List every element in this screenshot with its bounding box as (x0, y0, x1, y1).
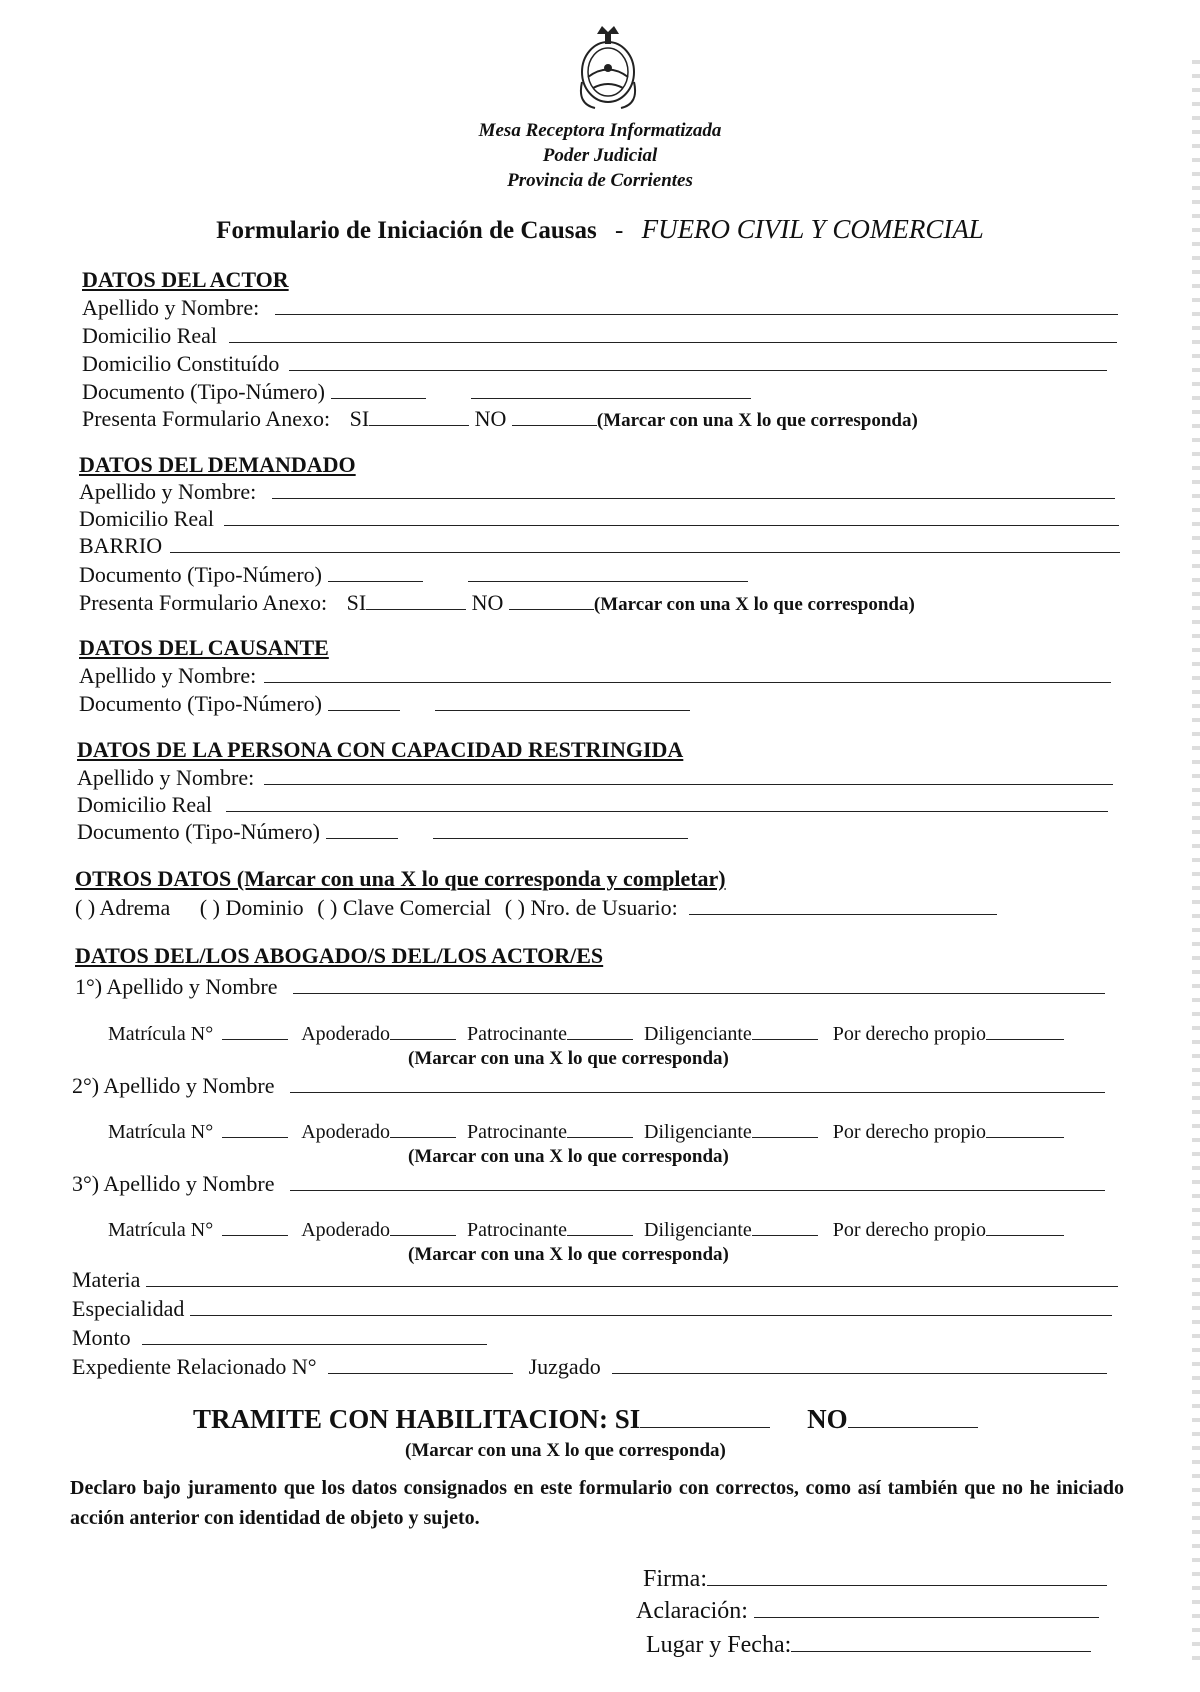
juzgado-line[interactable] (612, 1373, 1107, 1374)
lugar-fecha-field (646, 1632, 1091, 1659)
section-heading-abogados: DATOS DEL/LOS ABOGADO/S DEL/LOS ACTOR/ES (75, 943, 604, 968)
actor-anexo-note: (Marcar con una X lo que corresponda) (596, 410, 918, 431)
abogado-3-apoderado-line[interactable] (390, 1235, 456, 1236)
aclaracion-field (636, 1598, 1099, 1625)
abogado-1-derecho-propio-line[interactable] (986, 1039, 1064, 1040)
demandado-apellido-label: Apellido y Nombre: (79, 479, 257, 504)
habilitacion-label: TRAMITE CON HABILITACION: SI (193, 1404, 641, 1434)
especialidad-field (72, 1296, 1112, 1322)
aclaracion-line[interactable] (754, 1617, 1099, 1618)
monto-field (72, 1325, 487, 1351)
header-line-2: Poder Judicial (542, 145, 658, 166)
abogado-2-patrocinante-line[interactable] (567, 1137, 633, 1138)
abogado-1-name-line[interactable] (293, 993, 1105, 994)
abogado-3-diligenciante-line[interactable] (752, 1235, 818, 1236)
demandado-apellido-line[interactable] (272, 498, 1115, 499)
demandado-documento-label: Documento (Tipo-Número) (79, 562, 322, 587)
abogado-1-note: (Marcar con una X lo que corresponda) (408, 1048, 729, 1069)
abogado-3-role-row (108, 1217, 1064, 1243)
abogado-1-matricula-label: Matrícula N° (108, 1023, 214, 1045)
actor-apellido-label: Apellido y Nombre: (82, 295, 260, 320)
abogado-1-diligenciante-line[interactable] (752, 1039, 818, 1040)
demandado-barrio-label: BARRIO (79, 533, 163, 558)
especialidad-label: Especialidad (72, 1296, 185, 1321)
causante-documento-field (79, 691, 690, 717)
abogado-2-apoderado-line[interactable] (390, 1137, 456, 1138)
expediente-label: Expediente Relacionado N° (72, 1354, 317, 1379)
capacidad-apellido-field (77, 765, 1113, 791)
demandado-barrio-field (79, 533, 1120, 559)
sworn-declaration: Declaro bajo juramento que los datos consignados en este formulario con correctos, como así también que no he iniciado acción anterior con identidad de objeto y sujeto. (70, 1477, 1124, 1529)
form-title-main: Formulario de Iniciación de Causas (216, 217, 597, 244)
capacidad-domicilio-real-line[interactable] (226, 811, 1108, 812)
abogado-1-patrocinante-label: Patrocinante (467, 1023, 568, 1045)
demandado-anexo-note: (Marcar con una X lo que corresponda) (593, 594, 915, 615)
capacidad-documento-field (77, 819, 688, 845)
demandado-barrio-line[interactable] (170, 552, 1120, 553)
capacidad-documento-tipo-line[interactable] (326, 838, 398, 839)
expediente-line[interactable] (328, 1373, 513, 1374)
actor-documento-numero-line[interactable] (471, 398, 751, 399)
habilitacion-no-line[interactable] (848, 1427, 978, 1428)
abogado-2-note: (Marcar con una X lo que corresponda) (408, 1146, 729, 1167)
actor-apellido-line[interactable] (275, 314, 1118, 315)
abogado-3-label: 3°) Apellido y Nombre (72, 1171, 275, 1196)
abogado-3-diligenciante-label: Diligenciante (644, 1219, 752, 1241)
demandado-domicilio-real-line[interactable] (224, 525, 1119, 526)
provincial-crest-icon (573, 22, 643, 112)
capacidad-documento-numero-line[interactable] (433, 838, 688, 839)
otros-options-row (75, 895, 997, 921)
abogado-2-patrocinante-label: Patrocinante (467, 1121, 568, 1143)
habilitacion-note: (Marcar con una X lo que corresponda) (405, 1440, 726, 1461)
demandado-anexo-si-line[interactable] (366, 609, 466, 610)
abogado-2-derecho-propio-label: Por derecho propio (832, 1121, 987, 1143)
abogado-3-patrocinante-label: Patrocinante (467, 1219, 568, 1241)
section-heading-capacidad: DATOS DE LA PERSONA CON CAPACIDAD RESTRINGIDA (77, 737, 684, 762)
actor-anexo-no-line[interactable] (512, 425, 597, 426)
actor-domicilio-constituido-line[interactable] (289, 370, 1107, 371)
actor-documento-label: Documento (Tipo-Número) (82, 379, 325, 404)
demandado-apellido-field (79, 479, 1115, 505)
capacidad-apellido-label: Apellido y Nombre: (77, 765, 255, 790)
lugar-fecha-label: Lugar y Fecha: (646, 1632, 792, 1658)
abogado-3-name-line[interactable] (290, 1190, 1105, 1191)
demandado-domicilio-real-field (79, 506, 1119, 532)
abogado-3-derecho-propio-line[interactable] (986, 1235, 1064, 1236)
expediente-field (72, 1354, 1107, 1380)
demandado-documento-numero-line[interactable] (468, 581, 748, 582)
monto-label: Monto (72, 1325, 131, 1350)
abogado-3-name-field (72, 1171, 1105, 1197)
capacidad-domicilio-real-label: Domicilio Real (77, 792, 213, 817)
abogado-3-patrocinante-line[interactable] (567, 1235, 633, 1236)
abogado-2-label: 2°) Apellido y Nombre (72, 1073, 275, 1098)
abogado-1-label: 1°) Apellido y Nombre (75, 974, 278, 999)
abogado-1-name-field (75, 974, 1105, 1000)
abogado-2-matricula-label: Matrícula N° (108, 1121, 214, 1143)
abogado-2-matricula-line[interactable] (222, 1137, 288, 1138)
habilitacion-si-line[interactable] (640, 1427, 770, 1428)
demandado-documento-tipo-line[interactable] (328, 581, 423, 582)
actor-anexo-label: Presenta Formulario Anexo: (82, 406, 331, 431)
demandado-documento-field (79, 562, 748, 588)
aclaracion-label: Aclaración: (636, 1598, 748, 1624)
monto-line[interactable] (142, 1344, 487, 1345)
abogado-3-note: (Marcar con una X lo que corresponda) (408, 1244, 729, 1265)
actor-anexo-field (82, 406, 918, 434)
institution-header (0, 118, 1200, 193)
abogado-2-derecho-propio-line[interactable] (986, 1137, 1064, 1138)
abogado-1-diligenciante-label: Diligenciante (644, 1023, 752, 1045)
abogado-3-apoderado-label: Apoderado (301, 1219, 391, 1241)
section-heading-demandado: DATOS DEL DEMANDADO (79, 452, 356, 477)
firma-line[interactable] (707, 1585, 1107, 1586)
scan-edge-artifact (1192, 60, 1200, 1660)
capacidad-documento-label: Documento (Tipo-Número) (77, 819, 320, 844)
actor-domicilio-constituido-label: Domicilio Constituído (82, 351, 280, 376)
causante-documento-numero-line[interactable] (435, 710, 690, 711)
section-heading-causante: DATOS DEL CAUSANTE (79, 635, 329, 660)
materia-field (72, 1267, 1118, 1293)
otros-dominio-checkbox[interactable]: ( ) Dominio (199, 895, 304, 920)
abogado-1-apoderado-line[interactable] (390, 1039, 456, 1040)
demandado-anexo-si-label: SI (346, 590, 367, 615)
actor-domicilio-real-line[interactable] (229, 342, 1117, 343)
actor-anexo-si-line[interactable] (369, 425, 469, 426)
abogado-2-name-line[interactable] (290, 1092, 1105, 1093)
abogado-1-patrocinante-line[interactable] (567, 1039, 633, 1040)
otros-adrema-checkbox[interactable]: ( ) Adrema (75, 895, 171, 920)
demandado-anexo-label: Presenta Formulario Anexo: (79, 590, 328, 615)
especialidad-line[interactable] (190, 1315, 1112, 1316)
causante-apellido-label: Apellido y Nombre: (79, 663, 257, 688)
causante-documento-tipo-line[interactable] (328, 710, 400, 711)
abogado-3-matricula-label: Matrícula N° (108, 1219, 214, 1241)
demandado-anexo-no-label: NO (471, 590, 504, 615)
lugar-fecha-line[interactable] (791, 1651, 1091, 1652)
habilitacion-field (193, 1404, 978, 1435)
actor-domicilio-constituido-field (82, 351, 1107, 377)
firma-label: Firma: (643, 1566, 707, 1592)
actor-anexo-si-label: SI (349, 406, 370, 431)
actor-apellido-field (82, 295, 1118, 321)
demandado-anexo-field (79, 590, 915, 618)
juzgado-label: Juzgado (528, 1354, 601, 1379)
causante-apellido-field (79, 663, 1111, 689)
abogado-2-name-field (72, 1073, 1105, 1099)
causante-apellido-line[interactable] (264, 682, 1111, 683)
actor-documento-tipo-line[interactable] (331, 398, 426, 399)
abogado-2-role-row (108, 1119, 1064, 1145)
demandado-domicilio-real-label: Domicilio Real (79, 506, 215, 531)
demandado-anexo-no-line[interactable] (509, 609, 594, 610)
abogado-1-derecho-propio-label: Por derecho propio (832, 1023, 987, 1045)
header-line-3: Provincia de Corrientes (507, 170, 693, 191)
abogado-2-diligenciante-label: Diligenciante (644, 1121, 752, 1143)
form-title (0, 214, 1200, 245)
abogado-1-apoderado-label: Apoderado (301, 1023, 391, 1045)
section-heading-otros: OTROS DATOS (Marcar con una X lo que corresponda y completar) (75, 866, 726, 891)
capacidad-apellido-line[interactable] (264, 784, 1113, 785)
causante-documento-label: Documento (Tipo-Número) (79, 691, 322, 716)
actor-domicilio-real-label: Domicilio Real (82, 323, 218, 348)
section-heading-actor: DATOS DEL ACTOR (82, 267, 289, 292)
materia-label: Materia (72, 1267, 141, 1292)
actor-anexo-no-label: NO (474, 406, 507, 431)
otros-clave-checkbox[interactable]: ( ) Clave Comercial (317, 895, 492, 920)
habilitacion-no-label: NO (807, 1404, 848, 1434)
abogado-2-apoderado-label: Apoderado (301, 1121, 391, 1143)
header-line-1: Mesa Receptora Informatizada (478, 120, 722, 141)
otros-usuario-checkbox[interactable]: ( ) Nro. de Usuario: (504, 895, 678, 920)
actor-documento-field (82, 379, 751, 405)
capacidad-domicilio-real-field (77, 792, 1108, 818)
materia-line[interactable] (146, 1286, 1118, 1287)
abogado-2-diligenciante-line[interactable] (752, 1137, 818, 1138)
actor-domicilio-real-field (82, 323, 1117, 349)
firma-field (643, 1566, 1107, 1593)
abogado-3-matricula-line[interactable] (222, 1235, 288, 1236)
form-title-fuero: FUERO CIVIL Y COMERCIAL (641, 214, 984, 244)
abogado-1-matricula-line[interactable] (222, 1039, 288, 1040)
otros-usuario-line[interactable] (689, 914, 997, 915)
abogado-1-role-row (108, 1021, 1064, 1047)
abogado-3-derecho-propio-label: Por derecho propio (832, 1219, 987, 1241)
form-title-separator: - (615, 217, 624, 244)
